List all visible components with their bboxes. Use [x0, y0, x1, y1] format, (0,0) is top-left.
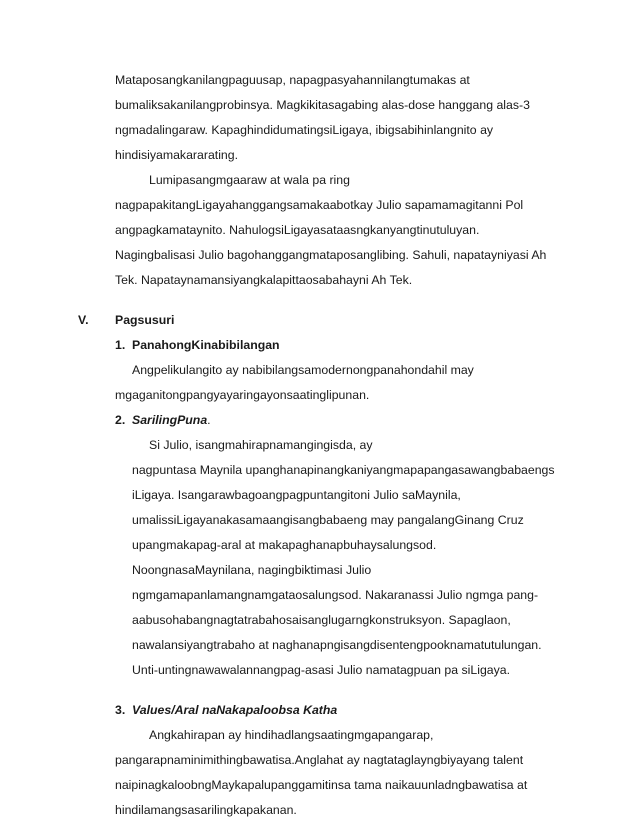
item-title: Values/Aral naNakapaloobsa Katha [132, 703, 338, 717]
paragraph-line: upangmakapag-aral at makapaghanapbuhaysalungsod. [132, 538, 437, 552]
paragraph-line: nagpuntasa Maynila upanghanapinangkaniyangmapapangasawangbabaengs [132, 463, 555, 477]
paragraph-line: hindisiyamakararating. [115, 148, 239, 162]
paragraph-line: mgaganitongpangyayaringayonsaatinglipunan. [115, 388, 370, 402]
paragraph-line: Unti-untingnawawalannangpag-asasi Julio namatagpuan pa siLigaya. [132, 663, 511, 677]
section-numeral: V. [78, 313, 89, 327]
item-number: 2. [115, 413, 126, 427]
item-number: 1. [115, 338, 126, 352]
paragraph-line: bumaliksakanilangprobinsya. Magkikitasagabing alas-dose hanggang alas-3 [115, 98, 530, 112]
paragraph-line: Si Julio, isangmahirapnamangingisda, ay [149, 438, 373, 452]
paragraph-line: umalissiLigayanakasamaangisangbabaeng may pangalangGinang Cruz [132, 513, 524, 527]
paragraph-line: Lumipasangmgaaraw at wala pa ring [149, 173, 350, 187]
paragraph-line: nawalansiyangtrabaho at naghanapngisangdisentengpooknamatutulungan. [132, 638, 542, 652]
paragraph-line: nagpapakitangLigayahanggangsamakaabotkay Julio sapamamagitanni Pol [115, 198, 524, 212]
paragraph-line: hindilamangsasarilingkapakanan. [115, 803, 297, 817]
paragraph-line: Tek. Napataynamansiyangkalapittaosabahayni Ah Tek. [115, 273, 413, 287]
item-title: SarilingPuna [132, 413, 208, 427]
paragraph-line: Mataposangkanilangpaguusap, napagpasyahannilangtumakas at [115, 73, 470, 87]
paragraph-line: Angkahirapan ay hindihadlangsaatingmgapangarap, [149, 728, 434, 742]
paragraph-line: ngmadalingaraw. KapaghindidumatingsiLigaya, ibigsabihinlangnito ay [115, 123, 494, 137]
paragraph-line: NoongnasaMaynilana, nagingbiktimasi Julio [132, 563, 372, 577]
item-title: PanahongKinabibilangan [132, 338, 280, 352]
paragraph-line: angpagkamataynito. NahulogsiLigayasataasngkanyangtinutuluyan. [115, 223, 480, 237]
item-title-line [132, 413, 211, 428]
paragraph-line: pangarapnaminimithingbawatisa.Anglahat ay nagtataglayngbiyayang talent [115, 753, 524, 767]
paragraph-line: ngmgamapanlamangnamgataosalungsod. Nakaranassi Julio ngmga pang- [132, 588, 539, 602]
paragraph-line: Angpelikulangito ay nabibilangsamodernongpanahondahil may [132, 363, 474, 377]
paragraph-line: Nagingbalisasi Julio bagohanggangmataposanglibing. Sahuli, napatayniyasi Ah [115, 248, 547, 262]
section-heading: Pagsusuri [115, 313, 175, 327]
paragraph-line: iLigaya. Isangarawbagoangpagpuntangitoni Julio saMaynila, [132, 488, 461, 502]
paragraph-line: naipinagkaloobngMaykapalupanggamitinsa tama naikauunladngbawatisa at [115, 778, 528, 792]
item-title-suffix: . [207, 413, 211, 427]
paragraph-line: aabusohabangnagtatrabahosaisanglugarngkonstruksyon. Sapaglaon, [132, 613, 511, 627]
item-number: 3. [115, 703, 126, 717]
